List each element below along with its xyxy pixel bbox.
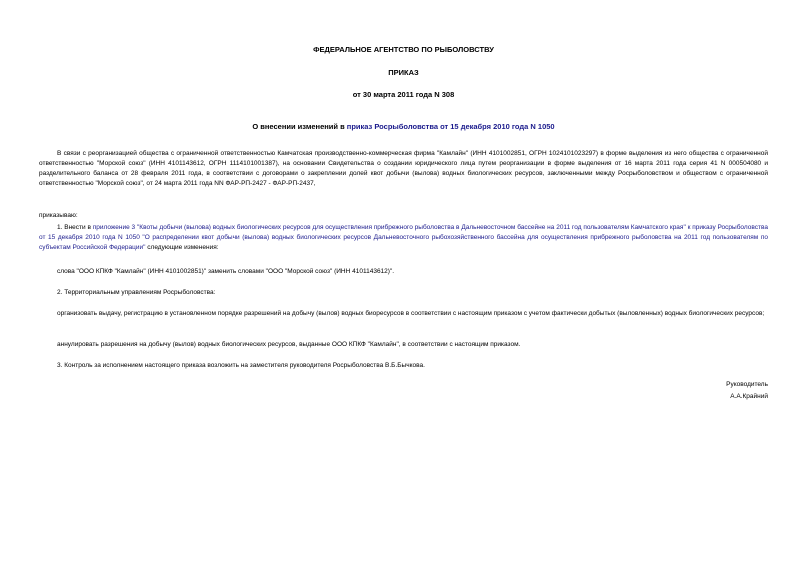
item-1-suffix: следующие изменения: [145, 244, 219, 252]
title-prefix: О внесении изменений в [252, 122, 347, 131]
item-1-prefix: 1. Внести в [57, 224, 93, 231]
signature-title: Руководитель [726, 381, 768, 388]
item-2b-paragraph: аннулировать разрешения на добычу (вылов) водных биологических ресурсов, выданные ООО КПКФ "Камлайн", в соответствии с настоящим приказом. [57, 341, 521, 348]
document-type-heading: ПРИКАЗ [388, 68, 419, 77]
item-1-link[interactable]: приложение 3 "Квоты добычи (вылова) водных биологических ресурсов для осуществления прибрежного рыболовства в Дальневосточном бассейне на 2011 год пользователям Камчатского края" к приказу Росрыболовства от 15 декабря 2010 года N 1050 "О распределении квот добычи (вылова) водных биологических ресурсов Дальневосточного рыбохозяйственного бассейна для осуществления прибрежного рыболовства на 2011 год пользователям по субъектам Российской Федерации" [39, 224, 768, 252]
date-number-heading: от 30 марта 2011 года N 308 [352, 90, 455, 99]
item-3-paragraph: 3. Контроль за исполнением настоящего приказа возложить на заместителя руководителя Росрыболовства В.Б.Бычкова. [57, 362, 425, 369]
preamble-paragraph: В связи с реорганизацией общества с ограниченной ответственностью Камчатская производственно-коммерческая фирма "Камлайн" (ИНН 4101002851, ОГРН 1024101023297) в форме выделения из него общества с ограниченной ответственностью "Морской союз" (ИНН 4101143612, ОГРН 1114101001387), на основании Свидетельства о создании юридического лица путем реорганизации в форме выделения от 16 марта 2011 года серия 41 N 000504080 и разделительного баланса от 28 февраля 2011 года, в соответствии с договорами о закреплении долей квот добычи (вылова) водных биологических ресурсов, заключенными между Росрыболовством и обществом с ограниченной ответственностью "Морской союз", от 24 марта 2011 года NN ФАР-РП-2427 - ФАР-РП-2437, [39, 150, 768, 188]
agency-heading: ФЕДЕРАЛЬНОЕ АГЕНТСТВО ПО РЫБОЛОВСТВУ [313, 45, 494, 54]
order-word: приказываю: [39, 212, 78, 219]
item-2a-paragraph: организовать выдачу, регистрацию в установленном порядке разрешений на добычу (вылов) водных биоресурсов в соответствии с настоящим приказом с учетом фактически добытых (выловленных) водных биологических ресурсов; [57, 310, 765, 317]
item-1-paragraph [39, 223, 768, 253]
signature-name: А.А.Крайний [730, 393, 768, 400]
document-title [0, 122, 807, 132]
item-2-paragraph: 2. Территориальным управлениям Росрыболовства: [57, 289, 216, 296]
replacement-paragraph: слова "ООО КПКФ "Камлайн" (ИНН 4101002851)" заменить словами "ООО "Морской союз" (ИНН 4101143612)". [57, 268, 395, 275]
title-link[interactable]: приказ Росрыболовства от 15 декабря 2010 года N 1050 [346, 122, 555, 131]
